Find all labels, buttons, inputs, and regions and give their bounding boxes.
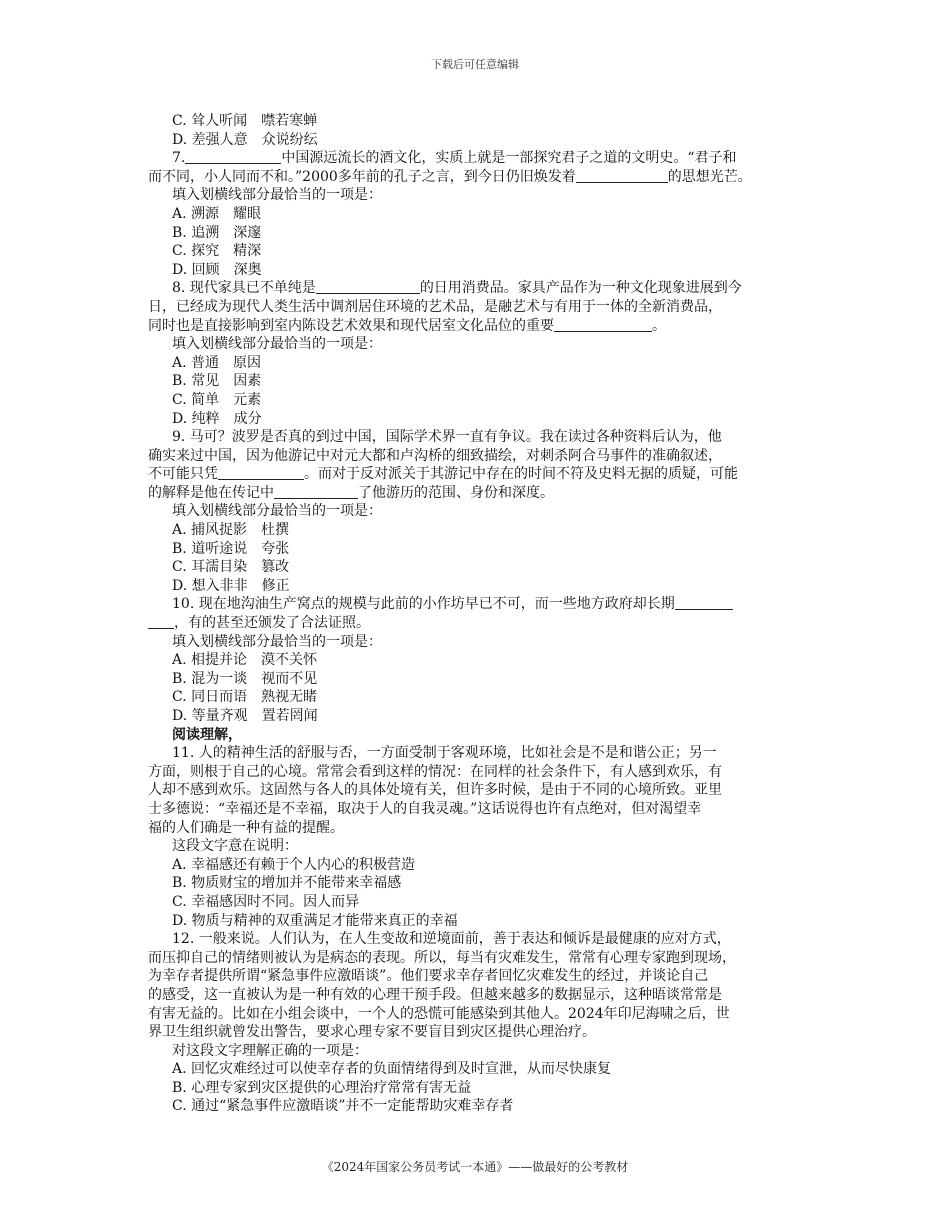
section-heading: 阅读理解， [172,726,242,743]
q9-option-b: B. 道听途说 夸张 [172,540,290,557]
q8-prompt: 填入划横线部分最恰当的一项是： [172,336,382,353]
q7-text-1: 中国源远流长的酒文化，实质上就是一部探究君子之道的文明史。“君子和 [281,150,737,167]
q9-line-4 [148,484,820,503]
q11-line-5: 福的人们确是一种有益的提醒。 [148,819,344,836]
q12-line-5: 有害无益的。比如在小组会谈中，一个人的恐慌可能感染到其他人。2024年印尼海啸之后，世 [148,1005,730,1022]
q11-line-4: 士多德说：“幸福还是不幸福，取决于人的自我灵魂。”这话说得也许有点绝对，但对渴望幸 [148,800,702,817]
document-body [148,112,820,1116]
q8-line-3 [148,317,820,336]
q9-text-4b: 了他游历的范围、身份和深度。 [358,484,554,501]
q8-blank-2 [554,317,652,332]
page-footer: 《2024年国家公务员考试一本通》——做最好的公考教材 [321,1160,629,1174]
q10-text-1: 10. 现在地沟油生产窝点的规模与此前的小作坊早已不可，而一些地方政府却长期 [172,596,675,613]
q12-line-2: 而压抑自己的情绪则被认为是病态的表现。所以，每当有灾难发生，常常有心理专家跑到现场， [148,949,736,966]
q7-blank-1 [185,149,281,164]
q9-text-3a: 不可能只凭 [148,466,218,483]
q7-text-2: 而不同，小人同而不和。”2000多年前的孔子之言，到今日仍旧焕发着 [148,168,576,185]
q9-option-c: C. 耳濡目染 篡改 [172,559,290,576]
q11-option-c: C. 幸福感因时不同。因人而异 [172,893,360,910]
q8-option-c: C. 简单 元素 [172,391,262,408]
q8-text-1a: 8. 现代家具已不单纯是 [172,280,316,297]
q10-prompt: 填入划横线部分最恰当的一项是： [172,633,382,650]
q7-text-3: 的思想光芒。 [667,168,752,185]
q9-blank-1 [218,465,304,480]
q10-option-d: D. 等量齐观 置若罔闻 [172,708,318,724]
q9-line-2: 确实来过中国，因为他游记中对元大都和卢沟桥的细致描绘，对刺杀阿合马事件的准确叙述， [148,447,722,464]
q11-option-b: B. 物质财宝的增加并不能带来幸福感 [172,875,402,892]
q10-blank-1b [148,614,174,629]
q7-blank-2 [576,168,668,183]
q12-line-6: 界卫生组织就曾发出警告，要求心理专家不要盲目到灾区提供心理治疗。 [148,1024,596,1041]
q12-option-c: C. 通过“紧急事件应激晤谈”并不一定能帮助灾难幸存者 [172,1098,514,1115]
q9-prompt: 填入划横线部分最恰当的一项是： [172,503,382,520]
q12-prompt: 对这段文字理解正确的一项是： [172,1042,368,1059]
q11-prompt: 这段文字意在说明： [172,838,298,855]
q11-line-3: 人却不感到欢乐。这固然与各人的具体处境有关，但许多时候，是由于不同的心境所致。亚里 [148,782,722,799]
q7-option-b: B. 追溯 深邃 [172,224,262,241]
q8-line-1 [148,279,820,298]
q11-option-a: A. 幸福感还有赖于个人内心的积极营造 [172,856,416,873]
q7-option-a: A. 溯源 耀眼 [172,205,262,222]
q7-option-c: C. 探究 精深 [172,243,262,260]
q11-line-2: 方面，则根于自己的心境。常常会看到这样的情况：在同样的社会条件下，有人感到欢乐，有 [148,763,722,780]
q9-blank-2 [274,484,358,499]
q10-line-1 [148,595,820,614]
q8-text-3b: 。 [652,317,666,334]
q8-option-b: B. 常见 因素 [172,373,262,390]
q8-text-1b: 的日用消费品。家具产品作为一种文化现象进展到今 [419,280,742,297]
q9-line-1: 9. 马可？波罗是否真的到过中国，国际学术界一直有争议。我在读过各种资料后认为，他 [172,429,722,446]
page-header: 下载后可任意编辑 [431,58,519,71]
q8-option-d: D. 纯粹 成分 [172,410,262,427]
q12-line-1: 12. 一般来说。人们认为，在人生变故和逆境面前，善于表达和倾诉是最健康的应对方式， [172,931,731,948]
q8-blank-1 [316,279,420,294]
q8-line-2: 日，已经成为现代人类生活中调剂居住环境的艺术品，是融艺术与有用于一体的全新消费品， [148,298,722,315]
q9-option-a: A. 捕风捉影 杜撰 [172,522,290,539]
q10-blank-1a [675,595,733,610]
q7-line-2 [148,168,820,187]
q11-line-1: 11. 人的精神生活的舒服与否，一方面受制于客观环境，比如社会是不是和谐公正；另一 [172,745,717,762]
q6-option-d: D. 差强人意 众说纷纭 [172,131,318,148]
q11-option-d: D. 物质与精神的双重满足才能带来真正的幸福 [172,912,458,929]
q9-option-d: D. 想入非非 修正 [172,577,290,594]
q12-line-3: 为幸存者提供所谓“紧急事件应激晤谈”。他们要求幸存者回忆灾难发生的经过，并谈论自己 [148,968,709,985]
q8-text-3: 同时也是直接影响到室内陈设艺术效果和现代居室文化品位的重要 [148,317,554,334]
q9-text-4a: 的解释是他在传记中 [148,484,274,501]
q12-line-4: 的感受，这一直被认为是一种有效的心理干预手段。但越来越多的数据显示，这种晤谈常常是 [148,986,722,1003]
q8-option-a: A. 普通 原因 [172,354,262,371]
q9-text-3b: 。而对于反对派关于其游记中存在的时间不符及史料无据的质疑，可能 [304,466,738,483]
q10-line-2 [148,614,820,633]
q10-option-c: C. 同日而语 熟视无睹 [172,689,318,706]
q10-option-a: A. 相提并论 漠不关怀 [172,652,318,669]
q7-number: 7. [172,150,186,167]
q7-prompt: 填入划横线部分最恰当的一项是： [172,187,382,204]
q7-option-d: D. 回顾 深奥 [172,261,262,278]
q6-option-c: C. 耸人听闻 噤若寒蝉 [172,113,318,129]
q9-line-3 [148,465,820,484]
q7-line-1 [148,149,820,168]
q10-option-b: B. 混为一谈 视而不见 [172,670,318,687]
q10-text-2: ，有的甚至还颁发了合法证照。 [174,615,370,632]
q12-option-a: A. 回忆灾难经过可以使幸存者的负面情绪得到及时宣泄，从而尽快康复 [172,1061,612,1078]
q12-option-b: B. 心理专家到灾区提供的心理治疗常常有害无益 [172,1079,472,1096]
